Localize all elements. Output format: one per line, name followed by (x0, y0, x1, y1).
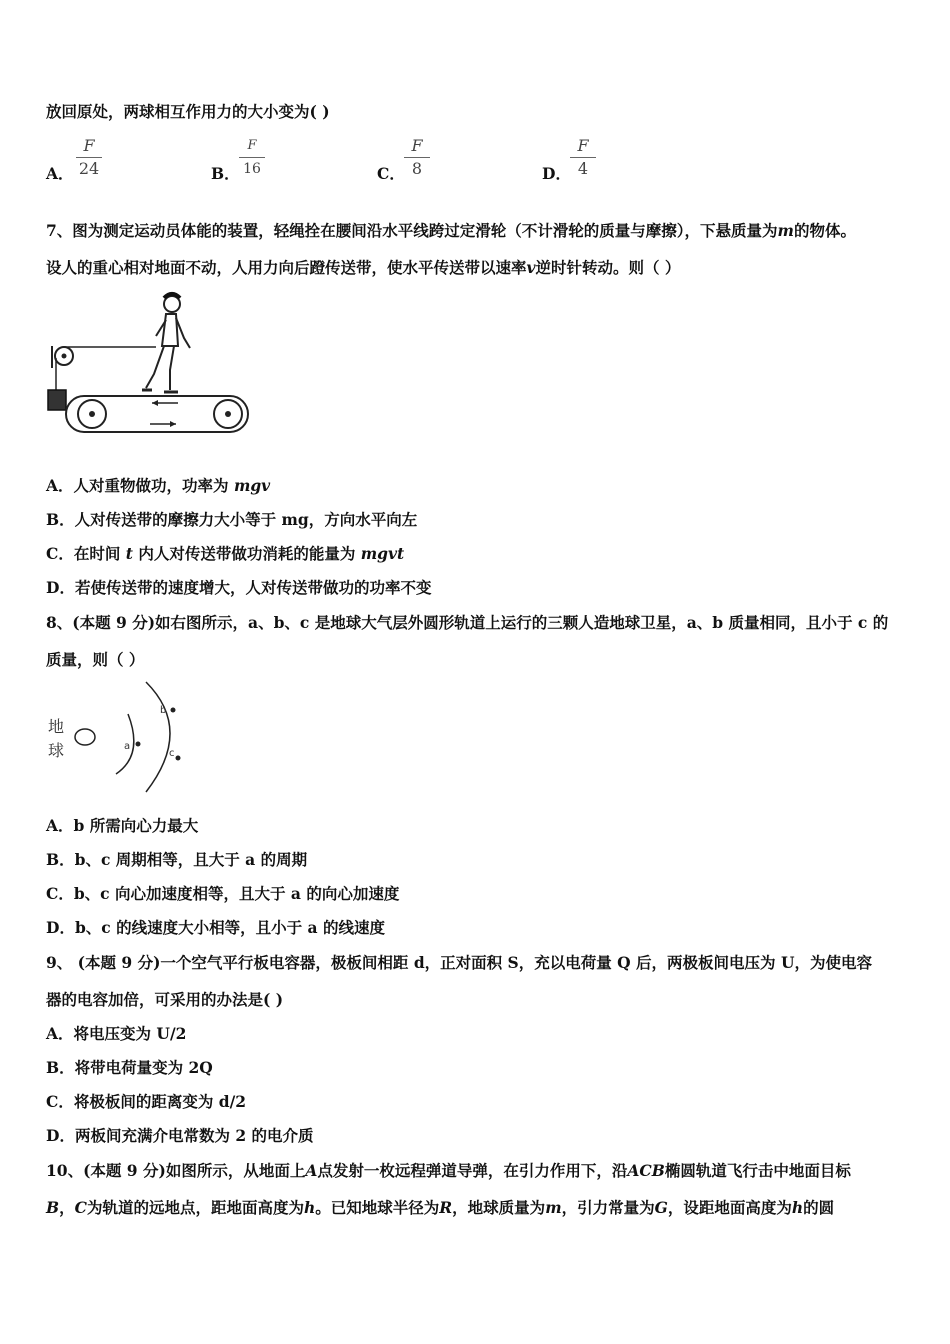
q9-stem-line-1: 9、 (本题 9 分)一个空气平行板电容器，极板间相距 d，正对面积 S，充以电荷量 Q 后，两极板间电压为 U，为使电容 (46, 953, 872, 972)
var-v: v (526, 258, 536, 277)
satellite-orbit-figure (44, 680, 186, 794)
belt-arrow-left-icon (152, 400, 178, 406)
q6-option-d-fraction (568, 136, 598, 179)
satellite-a-label: a (124, 741, 131, 752)
fraction-bar (239, 157, 265, 158)
text: 为轨道的远地点，距地面高度为 (86, 1198, 304, 1217)
text: A．人对重物做功，功率为 (46, 476, 229, 495)
q7-stem-line-1 (46, 221, 856, 241)
satellite-c (176, 756, 181, 761)
belt-arrow-right-icon (150, 421, 176, 427)
var-B: B (46, 1198, 60, 1217)
satellite-c-label: c (169, 748, 175, 759)
q7-option-b[interactable]: B．人对传送带的摩擦力大小等于 mg，方向水平向左 (46, 510, 418, 529)
q7-option-d[interactable]: D．若使传送带的速度增大，人对传送带做功的功率不变 (46, 578, 432, 597)
q6-option-c-fraction (402, 136, 432, 179)
var-R: R (439, 1198, 453, 1217)
text: ，引力常量为 (561, 1198, 655, 1217)
pulley-axle (62, 354, 67, 359)
text: 的物体。 (793, 221, 856, 240)
q6-option-a-letter: A． (46, 164, 74, 183)
q8-stem-line-2: 质量，则（ ） (46, 650, 145, 669)
text: 椭圆轨道飞行击中地面目标 (664, 1161, 851, 1180)
fraction-numerator: F (83, 136, 95, 155)
text: ， (59, 1198, 75, 1217)
fraction-bar (570, 157, 596, 158)
earth-label-2: 球 (48, 741, 65, 760)
text: 设人的重心相对地面不动，人用力向后蹬传送带，使水平传送带以速率 (46, 258, 527, 277)
fraction-bar (404, 157, 430, 158)
text: 点发射一枚远程弹道导弹，在引力作用下，沿 (317, 1161, 628, 1180)
q6-option-b-letter: B． (211, 164, 240, 183)
q7-option-a[interactable] (46, 476, 270, 496)
var-m: m (545, 1198, 562, 1217)
satellite-b (171, 708, 176, 713)
text: ，地球质量为 (452, 1198, 546, 1217)
fraction-numerator: F (411, 136, 423, 155)
q9-stem-line-2: 器的电容加倍，可采用的办法是( ) (46, 990, 284, 1009)
fraction-numerator: F (247, 138, 257, 153)
satellite-b-label: b (160, 705, 167, 716)
text: 7、图为测定运动员体能的装置，轻绳拴在腰间沿水平线跨过定滑轮（不计滑轮的质量与摩擦），下悬质量为 (46, 221, 778, 240)
fraction-denominator: 4 (577, 159, 589, 178)
q8-option-c[interactable]: C．b、c 向心加速度相等，且大于 a 的向心加速度 (46, 884, 400, 903)
runner-figure (142, 294, 190, 392)
q6-option-d-letter: D． (542, 164, 571, 183)
var-C: C (74, 1198, 87, 1217)
q9-option-c[interactable]: C．将极板间的距离变为 d/2 (46, 1092, 247, 1111)
q6-stem-tail: 放回原处，两球相互作用力的大小变为( ) (46, 102, 330, 121)
satellite-a (136, 742, 141, 747)
left-roller-axle (89, 411, 95, 417)
q7-stem-line-2 (46, 258, 680, 278)
var-G: G (654, 1198, 668, 1217)
right-roller-axle (225, 411, 231, 417)
var-m: m (777, 221, 794, 240)
var-A: A (305, 1161, 318, 1180)
fraction-denominator: 16 (243, 161, 261, 177)
fraction-numerator: F (577, 136, 589, 155)
q6-option-c-letter: C． (377, 164, 405, 183)
text: 10、(本题 9 分)如图所示，从地面上 (46, 1161, 306, 1180)
q8-option-d[interactable]: D．b、c 的线速度大小相等，且小于 a 的线速度 (46, 918, 385, 937)
var-ACB: ACB (627, 1161, 665, 1180)
treadmill-figure (44, 290, 252, 438)
text: C．在时间 (46, 544, 121, 563)
text: 的圆 (803, 1198, 835, 1217)
q7-option-c[interactable] (46, 544, 404, 564)
q9-option-a[interactable]: A．将电压变为 U/2 (46, 1024, 187, 1043)
earth-circle (75, 729, 95, 745)
q9-option-d[interactable]: D．两板间充满介电常数为 2 的电介质 (46, 1126, 314, 1145)
var-h: h (791, 1198, 804, 1217)
q8-stem-line-1: 8、(本题 9 分)如右图所示，a、b、c 是地球大气层外圆形轨道上运行的三颗人造地球卫星，a、b 质量相同，且小于 c 的 (46, 613, 889, 632)
fraction-denominator: 8 (411, 159, 423, 178)
text: 内人对传送带做功消耗的能量为 (138, 544, 356, 563)
fraction-bar (76, 157, 102, 158)
q8-option-a[interactable]: A．b 所需向心力最大 (46, 816, 199, 835)
earth-label-1: 地 (48, 717, 65, 736)
text: ，设距地面高度为 (667, 1198, 792, 1217)
hanging-mass (48, 390, 66, 410)
expr-mgvt: mgvt (360, 544, 405, 563)
conveyor-belt (66, 396, 248, 432)
var-t: t (125, 544, 133, 563)
fraction-denominator: 24 (78, 159, 100, 178)
q10-stem-line-1 (46, 1161, 851, 1181)
text: 。已知地球半径为 (315, 1198, 440, 1217)
var-h: h (303, 1198, 316, 1217)
expr-mgv: mgv (233, 476, 271, 495)
q6-options (46, 136, 686, 186)
text: 逆时针转动。则（ ） (535, 258, 681, 277)
q10-stem-line-2 (46, 1198, 834, 1218)
q8-option-b[interactable]: B．b、c 周期相等，且大于 a 的周期 (46, 850, 308, 869)
q6-option-b-fraction (237, 136, 267, 179)
q9-option-b[interactable]: B．将带电荷量变为 2Q (46, 1058, 213, 1077)
orbit-bc (146, 682, 170, 792)
q6-option-a-fraction (74, 136, 104, 179)
